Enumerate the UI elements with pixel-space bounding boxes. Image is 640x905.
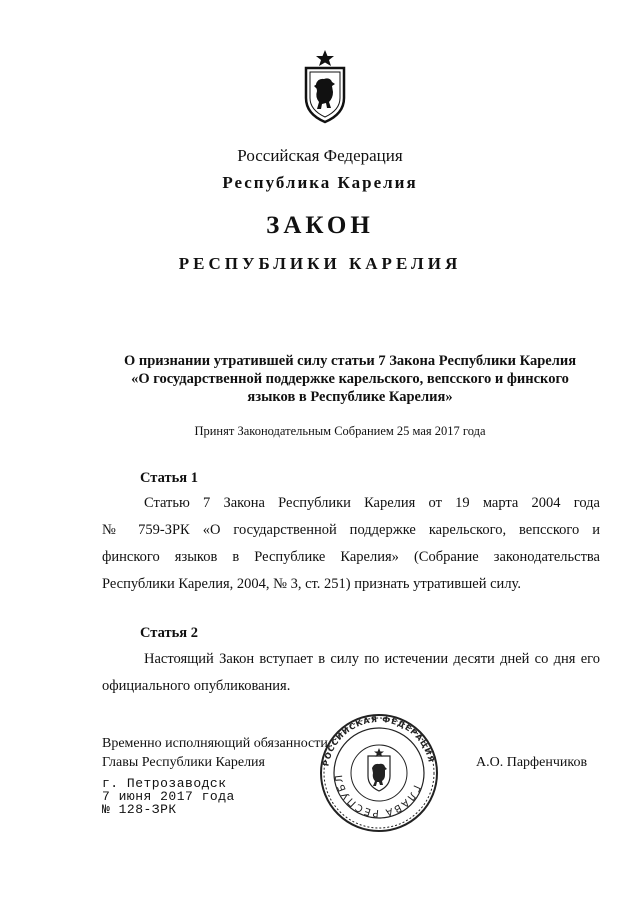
official-seal [318,712,440,834]
article-1-text [102,490,600,598]
stamp-number: № 128-ЗРК [102,802,177,817]
law-title [100,352,600,406]
article-text-line: Настоящий Закон вступает в силу по истечении десяти дней со дня его [144,651,600,667]
country-name: Российская Федерация [237,146,403,165]
article-text-line: Статью 7 Закона Республики Карелия от 19 марта 2004 года [144,495,600,511]
article-text-line: официального опубликования. [102,678,291,694]
signatory-name: А.О. Парфенчиков [476,755,588,770]
adoption-note: Принят Законодательным Собранием 25 мая 2017 года [194,424,486,438]
seal-inner-text: ГЛАВА РЕСПУБЛ [333,772,422,819]
article-2-text [102,646,600,700]
article-text-line: № 759-ЗРК «О государственной поддержке карельского, вепсского и [102,522,600,538]
signatory-position-line: Главы Республики Карелия [102,755,265,770]
article-text-line: Республики Карелия, 2004, № 3, ст. 251) признать утратившей силу. [102,576,521,592]
law-title-line: «О государственной поддержке карельского, вепсского и финского [131,371,569,387]
coat-of-arms-icon [300,48,350,124]
svg-text:РОССИЙСКАЯ ФЕДЕРАЦИЯ [321,715,436,767]
article-2-heading: Статья 2 [140,625,198,641]
article-1-heading: Статья 1 [140,470,198,486]
seal-outer-text: РОССИЙСКАЯ ФЕДЕРАЦИЯ [321,714,436,767]
law-title-line: О признании утратившей силу статьи 7 Закона Республики Карелия [123,353,577,369]
stamp-date: 7 июня 2017 года [102,789,235,804]
signatory-position [102,734,328,772]
republic-name: Республика Карелия [222,173,418,192]
law-title-line: языков в Республике Карелия» [247,389,453,405]
article-text-line: финского языков в Республике Карелия» (Собрание законодательства [102,549,600,565]
registration-stamp [102,777,235,816]
document-type: ЗАКОН [266,212,374,239]
signatory-position-line: Временно исполняющий обязанности [102,736,328,751]
stamp-place: г. Петрозаводск [102,776,227,791]
document-type-subtitle: РЕСПУБЛИКИ КАРЕЛИЯ [178,254,462,273]
